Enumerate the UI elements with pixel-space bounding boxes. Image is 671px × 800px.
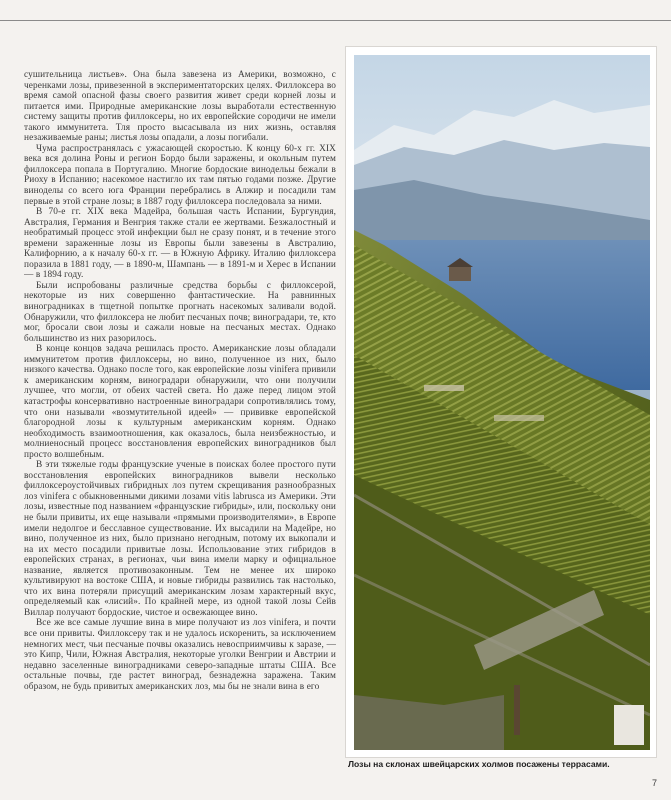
vineyard-illustration: [354, 55, 650, 750]
paragraph-2: Чума распространялась с ужасающей скоростью. К концу 60-х гг. XIX века вся долина Роны и регион Бордо были заражены, и окольным путем филлоксера попала в Португалию. Многие бордоские винодельы бежали в Риоху в Испанию; насекомое настигло их там пятью годами позже. Другие виноделы со всего юга Франции перебрались в Алжир и посадили там первые в этой стране лозы; в 1887 году филлоксера последовала за ними.: [24, 143, 336, 207]
photo-frame: [345, 46, 657, 758]
photo-caption: Лозы на склонах швейцарских холмов посажены террасами.: [348, 759, 610, 769]
article-text-column: [24, 70, 336, 782]
paragraph-3: В 70-е гг. XIX века Мадейра, большая часть Испании, Бургундия, Австралия, Германия и Венгрия также стали ее жертвами. Безжалостный и необратимый процесс этой инфекции был не сразу понят, и в течение этого времени зараженные лозы из Европы были завезены в Австралию, Калифорнию, а к началу 60-х гг. — в Южную Африку. Италию филлоксера поразила в 1881 году, — в 1890-м, Шампань — в 1891-м и Херес в Испании — в 1894 году.: [24, 207, 336, 281]
header-rule: [0, 20, 671, 21]
page-number: 7: [651, 778, 657, 788]
paragraph-1: сушительница листьев». Она была завезена из Америки, возможно, с черенками лозы, привезенной в экспериментаторских целях. Филлоксера во время самой опасной фазы своего развития живет среди корней лозы и питается ими. Природные американские лозы выработали естественную систему защиты против филлоксеры, но их европейские сородичи не имели такого иммунитета. Тля просто высасывала из них жизнь, оставляя незаживаемые раны; листья лозы опадали, а лозы погибали.: [24, 70, 336, 144]
vineyard-terraces-photo: [354, 55, 650, 750]
paragraph-4: Были испробованы различные средства борьбы с филлоксерой, некоторые из них совершенно фантастические. На равнинных виноградниках в тщетной попытке прогнать насекомых заливали водой. Обнаружили, что филлоксера не любит песчаных почв; виноградари, те, кто мог, бросали свои лозы и сажали новые на песчаных местах. Однако большинство из них разорилось.: [24, 280, 336, 344]
paragraph-7: Все же все самые лучшие вина в мире получают из лоз vinifera, и почти все они привиты. Филлоксеру так и не удалось искоренить, за исключением немногих мест, чьи песчаные почвы оказались невосприимчивы к заразе, — это Кипр, Чили, Южная Австралия, некоторые уголки Венгрии и Австрии и недавно заселенные виноградниками северо-западные штаты США. Все остальные почвы, где растет виноград, безнадежна заражена. Таким образом, не будь привитых американских лоз, мы бы не знали вина в его: [24, 618, 336, 692]
paragraph-6: В эти тяжелые годы французские ученые в поисках более простого пути восстановления европейских виноградников вывели несколько филлоксероустойчивых гибридных лоз путем скрещивания разнообразных лоз vinifera с обыкновенными дикими лозами vitis labrusca из Америки. Эти лозы, известные под названием «французские гибриды», или, поскольку они не были привиты, их еще называли «прямыми производителями», в Европе имели недолгое и бесславное существование. Их высадили на Мадейре, но вино, полученное из них, было признано негодным, потому их выкопали и на их место посадили привитые лозы. Использование этих гибридов в европейских странах, в регионах, чьи вина имели марку и официальное название, является противозаконным. Тем не менее их широко культивируют на востоке США, и новые гибриды развились так настолько, что их вина потеряли присущий американским лозам характерный вкус, определяемый как «лисий». По крайней мере, из одной такой лозы Сейв Виллар получают бордоские, чистое и освежающее вино.: [24, 460, 336, 618]
paragraph-5: В конце концов задача решилась просто. Американские лозы обладали иммунитетом против филлоксеры, но вино, полученное из них, было низкого качества. Однако после того, как европейские лозы vinifera привили к американским корням, виноградари обнаружили, что они получили лучшее, что могли, от обеих частей света. Но даже перед лицом этой катастрофы консервативно настроенные виноградари сопротивлялись тому, что они называли «возмутительной идеей» — прививке европейской благородной лозы к культурным американским корням. Однако необходимость взаимоотношения, как оказалось, была неизбежностью, и молниеносный процесс восстановления европейских виноградников был просто волшебным.: [24, 344, 336, 460]
